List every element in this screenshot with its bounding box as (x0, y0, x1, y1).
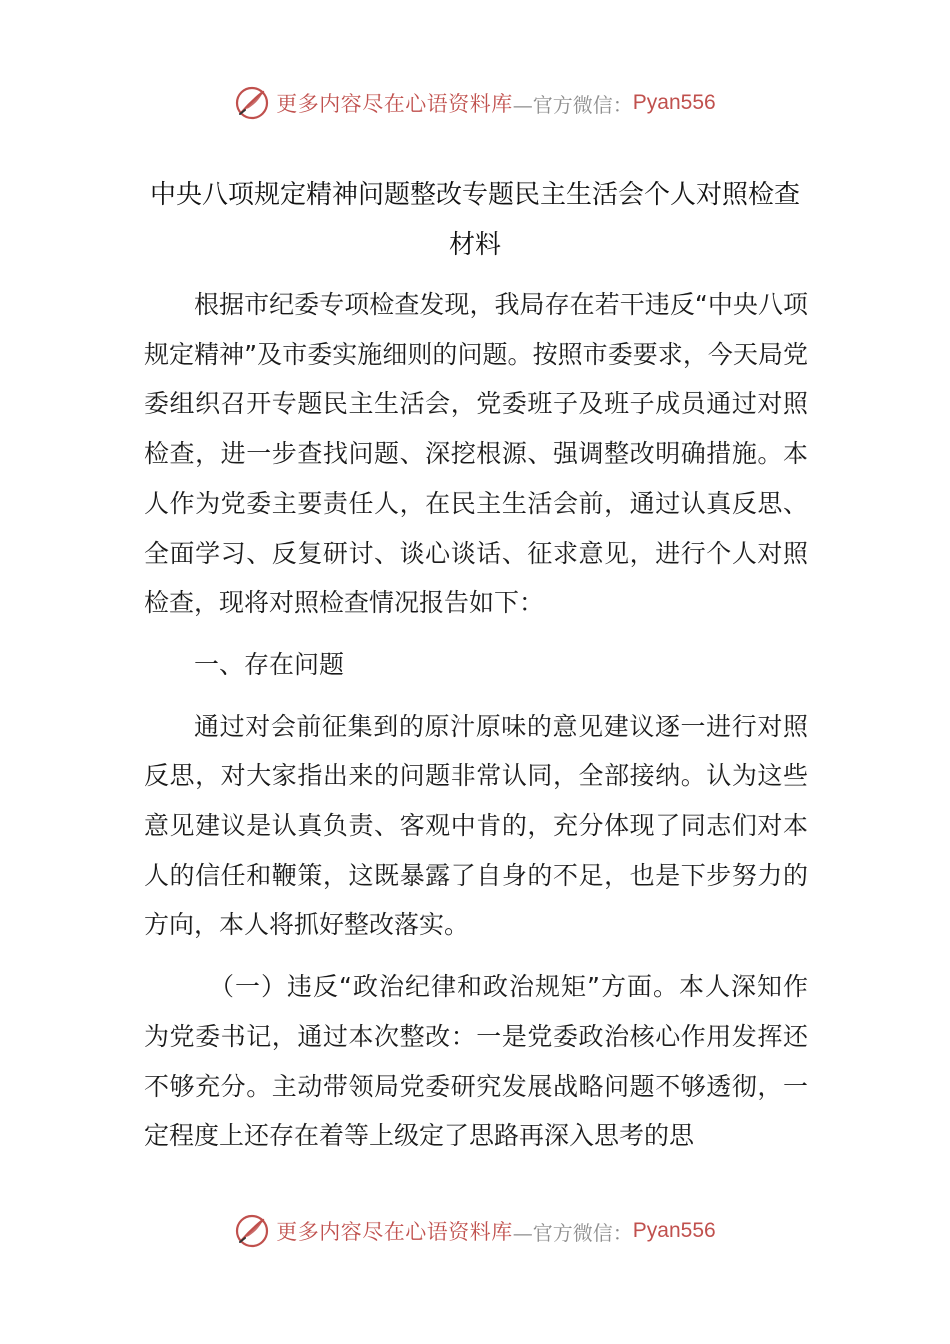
document-body (144, 280, 808, 1161)
footer-watermark (0, 1208, 950, 1254)
watermark-separator: —官方微信： (512, 1220, 633, 1245)
watermark-wechat-id: Pyan556 (632, 1219, 716, 1242)
watermark-text: 更多内容尽在心语资料库 (276, 1220, 513, 1244)
subsection-paragraph: （一）违反“政治纪律和政治规矩”方面。本人深知作为党委书记，通过本次整改：一是党委政治核心作用发挥还不够充分。主动带领局党委研究发展战略问题不够透彻，一定程度上还存在着等上级定了思路再深入思考的思 (144, 972, 808, 1151)
watermark-wechat-id: Pyan556 (632, 91, 716, 114)
watermark-text: 更多内容尽在心语资料库 (276, 92, 513, 116)
quill-seal-icon (234, 1213, 270, 1249)
quill-seal-icon (234, 85, 270, 121)
document-title: 中央八项规定精神问题整改专题民主生活会个人对照检查材料 (149, 180, 800, 260)
header-watermark (0, 80, 950, 126)
body-paragraph: 通过对会前征集到的原汁原味的意见建议逐一进行对照反思，对大家指出来的问题非常认同，全部接纳。认为这些意见建议是认真负责、客观中肯的，充分体现了同志们对本人的信任和鞭策，这既暴露了自身的不足，也是下步努力的方向，本人将抓好整改落实。 (144, 711, 808, 940)
watermark-separator: —官方微信： (512, 92, 633, 117)
intro-paragraph: 根据市纪委专项检查发现，我局存在若干违反“中央八项规定精神”及市委实施细则的问题。按照市委要求，今天局党委组织召开专题民主生活会，党委班子及班子成员通过对照检查，进一步查找问题、深挖根源、强调整改明确措施。本人作为党委主要责任人，在民主生活会前，通过认真反思、全面学习、反复研讨、谈心谈话、征求意见，进行个人对照检查，现将对照检查情况报告如下： (144, 290, 808, 618)
section-heading: 一、存在问题 (194, 649, 345, 679)
